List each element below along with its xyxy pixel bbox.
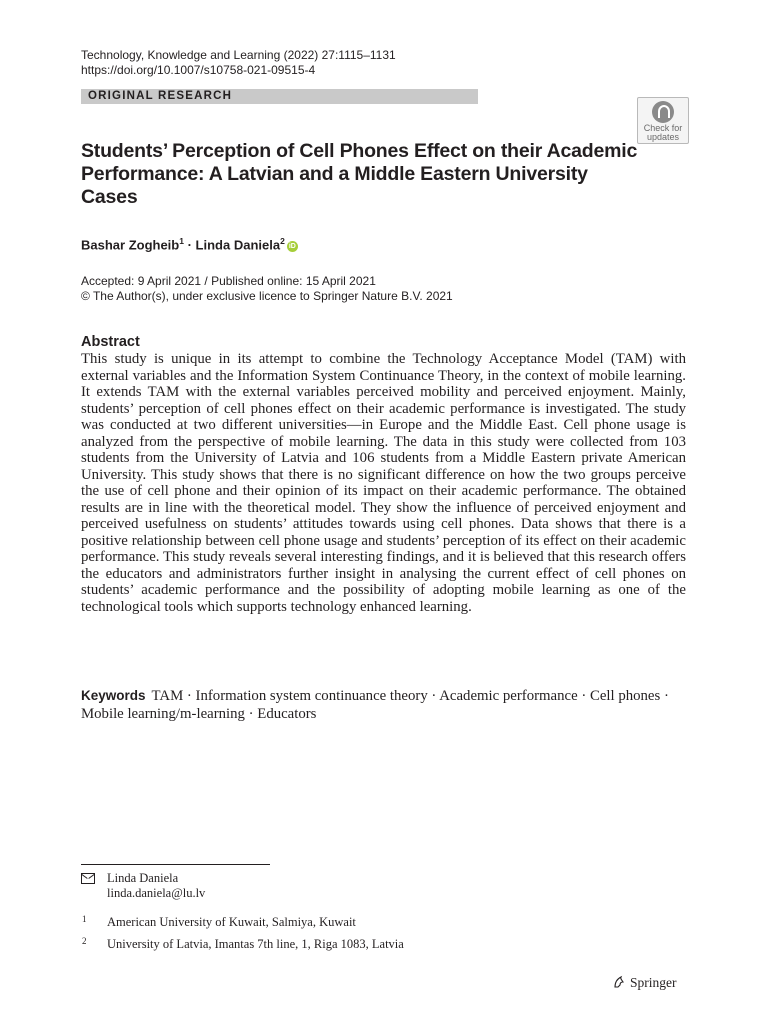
check-for-updates-label: Check for updates [643, 123, 683, 142]
affiliation-number: 2 [82, 936, 87, 946]
author-affiliation-marker: 2 [280, 236, 285, 246]
footnote-divider [81, 864, 270, 865]
author-affiliation-marker: 1 [179, 236, 184, 246]
abstract-text: This study is unique in its attempt to combine the Technology Acceptance Model (TAM) with external variables and the Information System Continuance Theory, in the context of mobile learning. It extends TAM with the external variables perceived mobility and perceived enjoyment. Mainly, students’ perception of cell phones effect on their academic performance is investigated. The study was conducted at two different universities—in Europe and the Middle East. Cell phone usage is analyzed from the perspective of mobile learning. The data in this study were collected from 103 students from the University of Latvia and 106 students from a Middle Eastern private American University. This study shows that there is no significant difference on how the two groups perceive the use of cell phone and their opinion of its impact on their academic performance. The obtained results are in line with the theoretical model. They show the influence of perceived enjoyment and perceived usefulness on students’ attitudes towards using cell phones. Data shows that there is a positive relationship between cell phone usage and students’ perception of its effect on their academic performance. This study reveals several interesting findings, and it is believed that this research offers the educators and administrators further insight in analysing the current effect of cell phones on students’ academic performance and the possibility of adopting mobile learning as one of the technological tools which supports technology enhanced learning. [81, 351, 686, 615]
check-for-updates-badge[interactable] [637, 97, 689, 144]
publisher-name: Springer [630, 975, 677, 990]
corresponding-author-email[interactable]: linda.daniela@lu.lv [107, 886, 206, 900]
author-list [81, 233, 298, 253]
keywords-label: Keywords [81, 688, 146, 703]
author-name[interactable]: Bashar Zogheib [81, 237, 180, 253]
affiliation-text: University of Latvia, Imantas 7th line, 1, Riga 1083, Latvia [107, 937, 404, 951]
author-separator: · [183, 237, 196, 253]
keywords-section [81, 687, 686, 723]
orcid-icon[interactable]: iD [288, 243, 296, 251]
keywords-list: TAM · Information system continuance theory · Academic performance · Cell phones · Mobile learning/m-learning · Educators [81, 688, 669, 722]
affiliation-text: American University of Kuwait, Salmiya, Kuwait [107, 915, 356, 929]
doi-link[interactable]: https://doi.org/10.1007/s10758-021-09515-4 [81, 63, 316, 77]
author-name[interactable]: Linda Daniela [195, 237, 281, 253]
article-type-banner [81, 89, 478, 104]
publisher-logo [612, 975, 677, 991]
corresponding-author-name: Linda Daniela [107, 871, 179, 885]
article-type-label: ORIGINAL RESEARCH [88, 90, 233, 102]
publication-dates: Accepted: 9 April 2021 / Published online: 15 April 2021 [81, 274, 376, 288]
springer-horse-icon [612, 975, 626, 989]
copyright-notice: © The Author(s), under exclusive licence to Springer Nature B.V. 2021 [81, 289, 453, 303]
article-title: Students’ Perception of Cell Phones Effect on their Academic Performance: A Latvian and a Middle Eastern University Cases [81, 140, 638, 208]
crossmark-icon [652, 101, 674, 123]
envelope-icon [81, 873, 95, 884]
affiliation-number: 1 [82, 914, 87, 924]
journal-citation: Technology, Knowledge and Learning (2022) 27:1115–1131 [81, 48, 396, 62]
abstract-heading: Abstract [81, 334, 140, 350]
